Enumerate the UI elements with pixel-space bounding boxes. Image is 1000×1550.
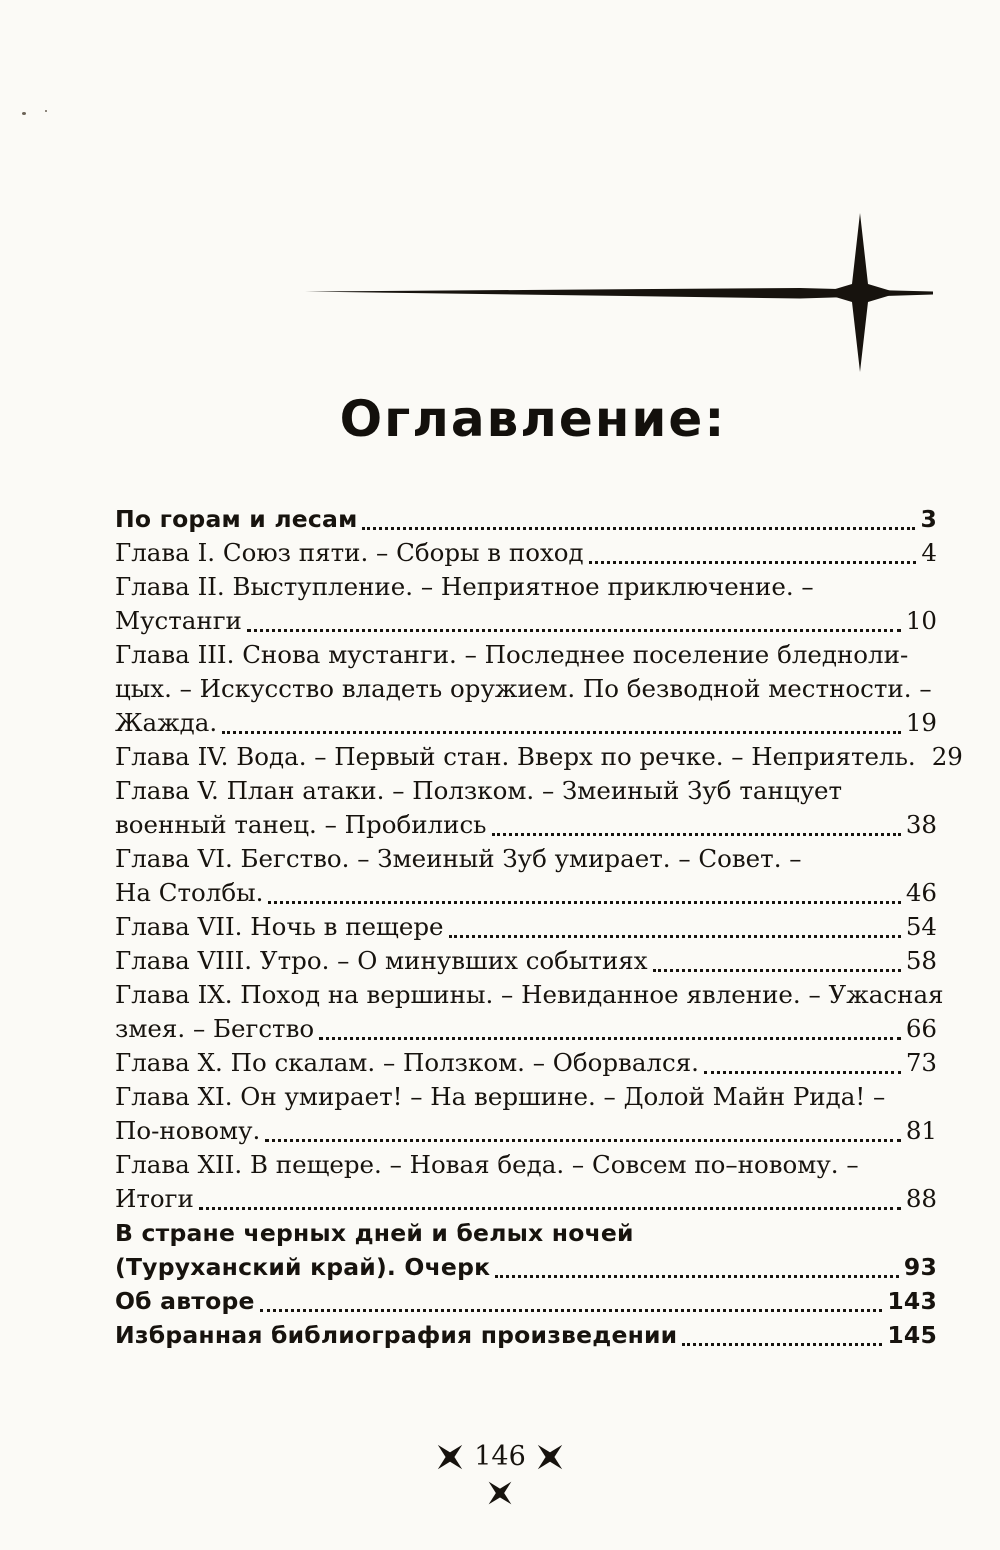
dot-leader <box>260 1309 883 1312</box>
scan-speck <box>22 112 26 115</box>
toc-entry-text: Итоги <box>115 1184 194 1213</box>
toc-page-number: 58 <box>905 946 937 975</box>
toc-entry-text: Мустанги <box>115 606 242 635</box>
toc-line-last <box>115 1046 937 1080</box>
toc-entry-text: Глава IV. Вода. – Первый стан. Вверх по речке. – Неприятель. <box>115 742 916 771</box>
toc-line: Глава II. Выступление. – Неприятное приключение. – <box>115 572 814 601</box>
toc-line: Глава VI. Бегство. – Змеиный Зуб умирает. – Совет. – <box>115 844 802 873</box>
toc-entry-text: Глава VII. Ночь в пещере <box>115 912 444 941</box>
dot-leader <box>362 527 915 530</box>
toc-line: Глава XII. В пещере. – Новая беда. – Совсем по–новому. – <box>115 1150 859 1179</box>
toc-entry-text: змея. – Бегство <box>115 1014 315 1043</box>
toc-entry <box>115 944 937 978</box>
dot-leader <box>704 1071 901 1074</box>
toc-entry <box>115 1046 937 1080</box>
toc-line-last <box>115 706 937 740</box>
toc-page-number: 38 <box>905 810 937 839</box>
toc-line-last <box>115 944 937 978</box>
toc-entry <box>115 638 937 740</box>
dot-leader <box>589 561 917 564</box>
page-title: Оглавление: <box>339 390 727 448</box>
page-footer <box>0 1440 1000 1507</box>
toc-entry-text: По-новому. <box>115 1116 261 1145</box>
toc-line: цых. – Искусство владеть оружием. По безводной местности. – <box>115 674 932 703</box>
toc-line: Глава III. Снова мустанги. – Последнее поселение бледноли- <box>115 640 909 669</box>
toc-entry <box>115 1284 937 1318</box>
toc-entry <box>115 536 937 570</box>
toc-page-number: 88 <box>905 1184 937 1213</box>
x-star-icon <box>535 1442 565 1472</box>
toc-entry <box>115 978 944 1046</box>
x-star-icon <box>435 1442 465 1472</box>
toc-page-number: 73 <box>905 1048 937 1077</box>
toc-line: В стране черных дней и белых ночей <box>115 1219 634 1247</box>
toc-entry-text: Глава I. Союз пяти. – Сборы в поход <box>115 538 584 567</box>
toc-entry <box>115 740 963 774</box>
dot-leader <box>449 935 901 938</box>
toc-line-last <box>115 1114 937 1148</box>
toc-line-last <box>115 1250 937 1284</box>
four-point-star-icon <box>822 213 898 372</box>
toc-entry-text: военный танец. – Пробились <box>115 810 487 839</box>
toc-line-last <box>115 502 937 536</box>
toc-line: Глава IX. Поход на вершины. – Невиданное явление. – Ужасная <box>115 980 944 1009</box>
toc-entry-text: Об авторе <box>115 1287 255 1315</box>
toc-line-last <box>115 1012 937 1046</box>
toc-line: Глава XI. Он умирает! – На вершине. – Долой Майн Рида! – <box>115 1082 886 1111</box>
dot-leader <box>265 1139 901 1142</box>
toc-line-last <box>115 1318 937 1352</box>
toc-entry <box>115 1318 937 1352</box>
dot-leader <box>492 833 901 836</box>
toc-page-number: 81 <box>905 1116 937 1145</box>
toc-entry <box>115 502 937 536</box>
toc-entry-text: (Туруханский край). Очерк <box>115 1253 491 1281</box>
toc-entry-text: По горам и лесам <box>115 505 358 533</box>
toc-entry-text: Избранная библиография произведении <box>115 1321 678 1349</box>
toc-page-number: 19 <box>905 708 937 737</box>
toc-page-number: 54 <box>905 912 937 941</box>
dot-leader <box>222 731 901 734</box>
dot-leader <box>653 969 901 972</box>
toc-line-last <box>115 536 937 570</box>
toc-entry <box>115 1148 937 1216</box>
toc-page-number: 46 <box>905 878 937 907</box>
toc-page-number: 93 <box>903 1253 937 1281</box>
toc-entry-text: Глава VIII. Утро. – О минувших событиях <box>115 946 648 975</box>
toc-entry <box>115 842 937 910</box>
toc-entry <box>115 774 937 842</box>
dot-leader <box>495 1275 899 1278</box>
toc-page-number: 29 <box>931 742 963 771</box>
dot-leader <box>319 1037 901 1040</box>
toc-list <box>115 502 963 1352</box>
dot-leader <box>199 1207 901 1210</box>
toc-entry <box>115 910 937 944</box>
folio-row <box>0 1440 1000 1474</box>
toc-entry <box>115 1216 937 1284</box>
toc-entry-text: На Столбы. <box>115 878 264 907</box>
toc-line-last <box>115 808 937 842</box>
toc-line-last <box>115 1284 937 1318</box>
dot-leader <box>682 1343 882 1346</box>
toc-entry <box>115 1080 937 1148</box>
toc-entry-text: Глава X. По скалам. – Ползком. – Оборвался. <box>115 1048 699 1077</box>
toc-line-last <box>115 604 937 638</box>
toc-page-number: 66 <box>905 1014 937 1043</box>
x-star-icon <box>486 1479 514 1507</box>
toc-page-number: 145 <box>887 1321 937 1349</box>
toc-line-last <box>115 910 937 944</box>
toc-entry <box>115 570 937 638</box>
toc-line-last <box>115 1182 937 1216</box>
dot-leader <box>268 901 900 904</box>
scan-speck <box>45 110 47 112</box>
toc-page-number: 4 <box>921 538 937 567</box>
toc-line-last <box>115 740 963 774</box>
rule-with-star-ornament <box>0 205 1000 380</box>
toc-line: Глава V. План атаки. – Ползком. – Змеиный Зуб танцует <box>115 776 843 805</box>
toc-page-number: 143 <box>887 1287 937 1315</box>
folio-number: 146 <box>474 1441 526 1472</box>
folio-bottom-ornament <box>0 1479 1000 1507</box>
toc-page-number: 10 <box>905 606 937 635</box>
toc-line-last <box>115 876 937 910</box>
toc-entry-text: Жажда. <box>115 708 218 737</box>
toc-page-number: 3 <box>920 505 937 533</box>
dot-leader <box>247 629 901 632</box>
